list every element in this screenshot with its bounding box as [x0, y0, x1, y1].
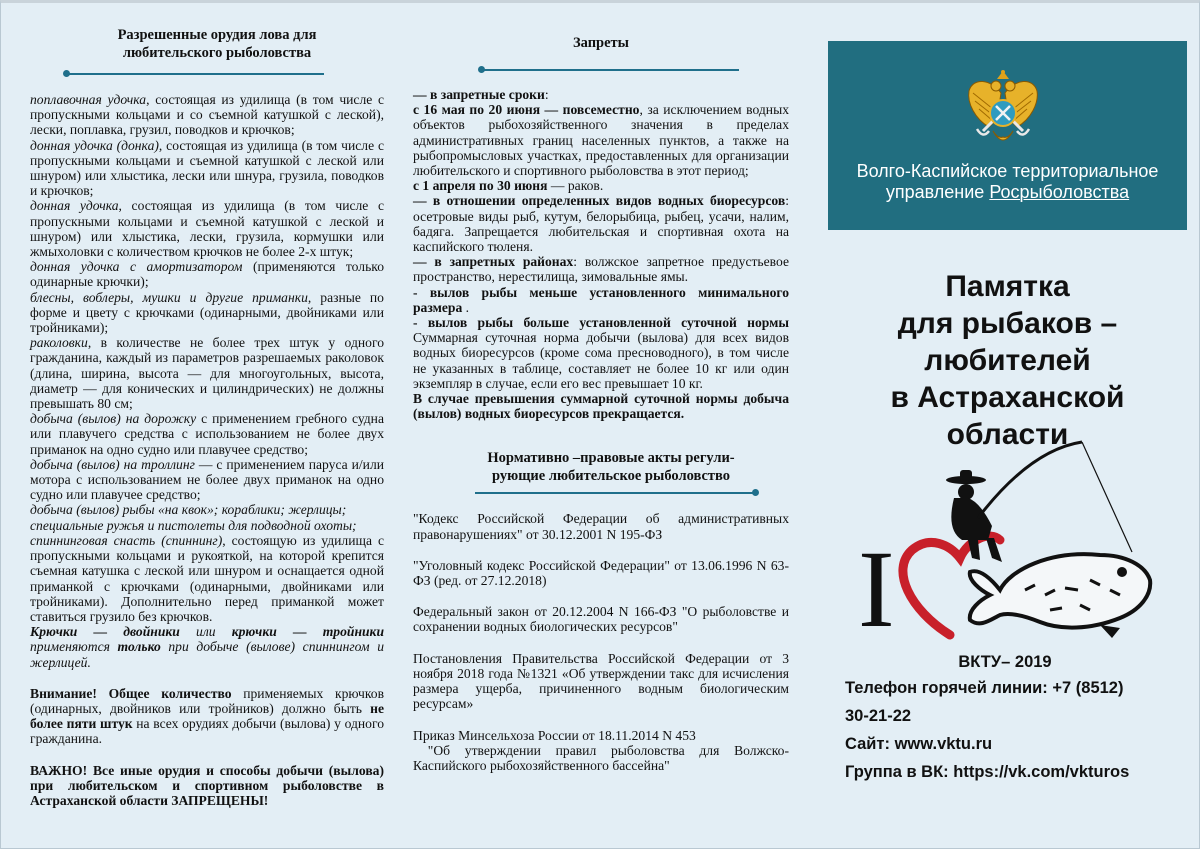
title-line: области — [946, 418, 1069, 451]
gear-desc: , разные по форме и цвету с крючками (одинарными, двойниками или тройниками); — [30, 289, 384, 336]
gear-term: донная удочка с амортизатором — [30, 259, 243, 275]
note-text: на всех орудиях добычи (вылова) у одного гражданина. — [30, 716, 384, 747]
hooks-note — [30, 624, 384, 670]
ban-item — [413, 254, 789, 284]
bold-term: крючки — тройники — [231, 624, 384, 640]
gear-desc: , состоящая из удилища (в том числе с пропускными кольцами и съемной катушкой с леской и шнуром) или хлыстика, лески, грузила, кормушки или жмыхоловки с количеством крючков не более 2-х штук; — [30, 198, 385, 260]
gear-term: поплавочная удочка — [30, 92, 147, 107]
bold-term: только — [117, 639, 161, 655]
list-item — [30, 335, 384, 411]
ban-text: , за исключением водных объектов рыбохозяйственного значения в пределах административных границ населенных пунктов, а также на рыбопромысловых участках, предоставленных для организации любительского и спортивного рыболовства в этот период; — [413, 102, 789, 179]
section-divider — [413, 64, 789, 76]
spacer — [30, 747, 384, 763]
ban-text: : — [544, 87, 549, 102]
title-line: Нормативно –правовые акты регули- — [487, 450, 735, 467]
list-item — [30, 198, 384, 259]
ban-item — [413, 391, 789, 421]
agency-name — [828, 161, 1187, 203]
gear-term: блесны, воблеры, мушки и другие приманки — [30, 289, 308, 305]
title-line: любительского рыболовства — [122, 45, 312, 61]
title-line: любителей — [924, 344, 1091, 377]
title-line: Разрешенные орудия лова для — [117, 27, 317, 43]
ban-item — [413, 102, 789, 178]
list-item — [30, 259, 384, 289]
gear-term: добыча (вылов) рыбы «на квок»; кораблики; жерлицы; — [30, 502, 347, 518]
ban-text: — раков. — [547, 178, 604, 194]
act-item: "Об утверждении правил рыболовства для Волжско-Каспийского рыбохозяйственного бассейна" — [413, 742, 789, 773]
bans-panel — [413, 0, 789, 773]
list-item — [30, 533, 384, 624]
section-divider — [413, 487, 789, 499]
gear-desc: , в количестве не более трех штук у одного гражданина, каждый из параметров разрешаемых раколовок (длина, ширина, высота — для многоугольных, высота, диаметр — для конических и цилиндрических) не должны превышать 80 см; — [30, 335, 384, 412]
ban-heading: - вылов рыбы меньше установленного минимального размера — [413, 284, 789, 315]
bans-title: Запреты — [572, 35, 629, 51]
important-text: Все иные орудия и способы добычи (вылова) при любительском и спортивном рыболовстве в Астраханской области ЗАПРЕЩЕНЫ! — [30, 762, 384, 808]
allowed-gear-panel — [30, 0, 384, 808]
gear-desc: с применением гребного судна или плавучего средства с использованием не более двух приманок на одно судно или плавучее средство; — [30, 411, 384, 457]
bold-term: Крючки — двойники — [30, 624, 180, 640]
ban-heading: — в отношении определенных видов водных биоресурсов — [413, 193, 786, 209]
spacer — [413, 588, 789, 604]
brochure-title — [828, 268, 1187, 453]
ban-item — [413, 285, 789, 315]
ban-heading: В случае превышения суммарной суточной нормы добыча (вылов) водных биоресурсов прекращается. — [413, 391, 789, 422]
list-item — [30, 138, 384, 199]
title-line: для рыбаков – — [897, 307, 1118, 340]
important-label: ВАЖНО! — [30, 762, 88, 778]
allowed-gear-list — [30, 92, 384, 808]
agency-name-line: Волго-Каспийское территориальное — [856, 161, 1159, 181]
ban-item — [413, 193, 789, 254]
act-item: Федеральный закон от 20.12.2004 N 166-ФЗ "О рыболовстве и сохранении водных биологических ресурсов" — [413, 604, 789, 635]
ban-text: : волжское запретное предустьевое пространство, нерестилища, зимовальные ямы. — [413, 254, 789, 285]
agency-name-prefix: управление — [885, 182, 990, 202]
acts-list — [413, 511, 789, 773]
agency-banner — [828, 41, 1187, 230]
gear-desc: (применяются только одинарные крючки); — [30, 259, 384, 290]
gear-term: донная удочка — [30, 198, 119, 214]
divider-line — [66, 73, 324, 75]
hotline-phone-number: 30-21-22 — [845, 707, 912, 725]
ban-heading: — в запретные сроки — [413, 87, 545, 102]
attention-note — [30, 686, 384, 747]
divider-dot — [752, 489, 759, 496]
note-text: применяются — [30, 639, 118, 655]
contacts-block — [845, 652, 1185, 786]
list-item — [30, 502, 384, 517]
acts-title — [433, 449, 789, 485]
ban-text: : осетровые виды рыб, кутум, белорыбица, рыбец, усачи, налим, бадяга. Запрещается любительская и спортивная охота на каспийского тюленя. — [413, 193, 789, 255]
gear-desc: , состоящая из удилища (в том числе с пропускными кольцами и со съемной катушкой с леской), лески, поплавка, грузил, поводков и крючков; — [30, 92, 385, 138]
i-love-fishing-logo-icon — [850, 440, 1170, 655]
gear-term: донная удочка (донка) — [30, 137, 159, 153]
list-item — [30, 457, 384, 503]
title-line: в Астраханской — [890, 381, 1125, 414]
ban-text: Суммарная суточная норма добычи (вылова) для всех видов водных биоресурсов (кроме сома пресноводного), в том числе не указанных в таблице, составляет не более 10 кг или один экземпляр в случае, если его вес превышает 10 кг. — [413, 330, 789, 391]
spacer — [413, 712, 789, 728]
list-item — [30, 92, 384, 138]
vk-group-link[interactable]: Группа в ВК: https://vk.com/vkturos — [845, 763, 1130, 781]
hotline-phone: Телефон горячей линии: +7 (8512) — [845, 679, 1124, 697]
act-item: "Уголовный кодекс Российской Федерации" от 13.06.1996 N 63-ФЗ (ред. от 27.12.2018) — [413, 557, 789, 589]
gear-term: добыча (вылов) на дорожку — [30, 411, 197, 427]
divider-line — [475, 492, 755, 494]
list-item — [30, 411, 384, 457]
ban-heading: с 16 мая по 20 июня — повсеместно — [413, 102, 640, 118]
bold-text: Внимание! Общее количество — [30, 685, 232, 701]
website-link[interactable]: Сайт: www.vktu.ru — [845, 735, 993, 753]
gear-term: специальные ружья и пистолеты для подводной охоты; — [30, 517, 357, 533]
rosrybolovstvo-link[interactable]: Росрыболовства — [989, 182, 1130, 202]
svg-text:I: I — [858, 528, 895, 650]
act-item: Приказ Минсельхоза России от 18.11.2014 N 453 — [413, 727, 696, 743]
important-note — [30, 763, 384, 809]
divider-line — [481, 69, 739, 71]
gear-desc: , состоящую из удилища с пропускными кольцами и рукояткой, на которой крепится съемная катушка с леской или шнуром и оснащается одной приманкой с крючками (одинарными, двойниками или тройниками). Дополнительно перед приманкой может ставиться грузило без крючков. — [30, 532, 384, 624]
ban-heading: с 1 апреля по 30 июня — [413, 178, 548, 194]
ban-item — [413, 315, 789, 391]
act-item: Постановления Правительства Российской Федерации от 3 ноября 2018 года №1321 «Об утверждении такс для исчисления размера ущерба, причиненного водным биологическим ресурсам» — [413, 650, 789, 712]
title-line: рующие любительское рыболовство — [491, 468, 731, 485]
bold-text: не более пяти штук — [30, 700, 384, 732]
gear-term: спиннинговая снасть (спиннинг) — [30, 532, 223, 548]
note-text: или — [179, 624, 232, 640]
gear-desc: , состоящая из удилища (в том числе с пропускными кольцами и съемной катушкой с леской или шнуром) или хлыстика, лески или шнура, грузила, поводков и крючков; — [30, 137, 385, 199]
spacer — [30, 670, 384, 686]
title-line: Памятка — [945, 270, 1070, 303]
ban-text: . — [462, 299, 470, 315]
list-item — [30, 518, 384, 533]
ban-item — [413, 87, 789, 102]
note-text: применяемых крючков (одинарных, двойников или тройников) должно быть — [30, 685, 384, 716]
section-divider — [30, 68, 384, 80]
ban-heading: — в запретных районах — [413, 254, 574, 270]
gear-term: добыча (вылов) на троллинг — [30, 456, 195, 472]
spacer — [413, 635, 789, 651]
gear-desc: — с применением паруса и/или мотора с использованием не более двух приманок на одно судно или плавучее средство; — [30, 456, 385, 503]
spacer — [413, 542, 789, 558]
note-text: при добыче (вылове) спиннингом и жерлицей. — [30, 639, 384, 670]
gear-term: раколовки — [30, 335, 88, 351]
year-label: ВКТУ– 2019 — [958, 653, 1052, 671]
bans-text — [413, 87, 789, 421]
list-item — [30, 290, 384, 336]
ban-heading: - вылов рыбы больше установленной суточной нормы — [413, 315, 789, 331]
double-headed-eagle-emblem-icon — [963, 69, 1043, 155]
allowed-gear-title — [50, 26, 384, 62]
ban-item — [413, 178, 789, 193]
act-item: "Кодекс Российской Федерации об административных правонарушениях" от 30.12.2001 N 195-ФЗ — [413, 511, 789, 542]
agency-name-line — [828, 182, 1187, 203]
